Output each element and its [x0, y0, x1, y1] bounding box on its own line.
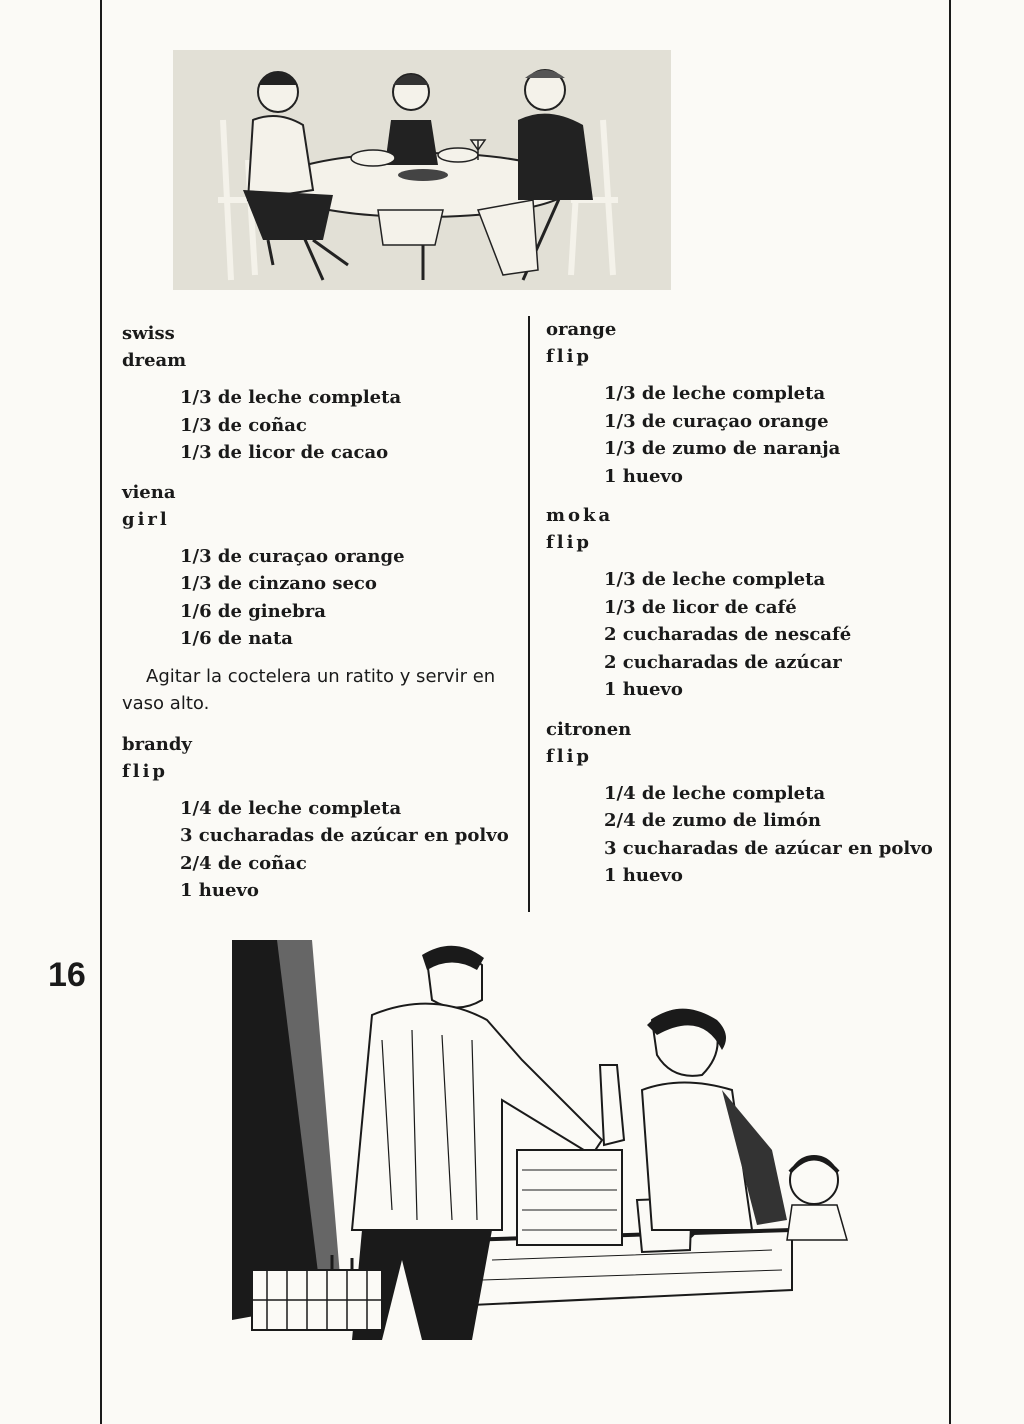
ingredient: 1/4 de leche completa: [180, 797, 402, 819]
recipe-column-left: [122, 320, 522, 905]
ingredient: 3 cucharadas de azúcar en polvo: [604, 837, 933, 859]
recipe-column-right: [546, 316, 946, 890]
ingredient: 1/3 de licor de café: [604, 596, 797, 618]
recipe-name: citronen: [546, 718, 632, 740]
ingredient: 1 huevo: [604, 865, 683, 886]
ingredient: 1 huevo: [180, 880, 259, 901]
recipe-name-line2: flip: [546, 532, 593, 553]
ingredient: 1/3 de zumo de naranja: [604, 438, 841, 459]
recipe-orange-flip: [546, 316, 946, 490]
ingredient: 1/3 de leche completa: [604, 383, 826, 404]
milk-delivery-illustration: [232, 940, 854, 1340]
ingredient-list: [180, 384, 522, 467]
recipe-name: moka: [546, 505, 614, 526]
recipe-name: orange: [546, 319, 617, 340]
ingredient: 1/4 de leche completa: [604, 782, 826, 804]
ingredient: 1 huevo: [604, 465, 683, 487]
recipe-citronen-flip: [546, 716, 946, 890]
recipe-name: viena: [122, 481, 176, 503]
recipe-name: swiss: [122, 323, 175, 344]
page-border-left: [100, 0, 102, 1424]
ingredient: 1/3 de curaçao orange: [604, 410, 829, 432]
ingredient-list: [604, 380, 946, 490]
recipe-name-line2: flip: [122, 760, 169, 782]
ingredient: 1/3 de cinzano seco: [180, 573, 377, 594]
ingredient: 1 huevo: [604, 679, 683, 700]
ingredient: 1/6 de nata: [180, 628, 293, 649]
family-dinner-illustration: [173, 50, 671, 290]
ingredient: 2 cucharadas de nescafé: [604, 624, 852, 645]
recipe-viena-girl: [122, 479, 522, 717]
ingredient: 1/3 de coñac: [180, 414, 307, 436]
preparation-note: Agitar la coctelera un ratito y servir en vaso alto.: [122, 665, 496, 714]
ingredient: 1/3 de leche completa: [180, 387, 402, 408]
page-border-right: [949, 0, 951, 1424]
ingredient: 3 cucharadas de azúcar en polvo: [180, 825, 509, 846]
recipe-swiss-dream: [122, 320, 522, 467]
recipe-name-line2: flip: [546, 745, 593, 767]
ingredient: 1/6 de ginebra: [180, 600, 326, 622]
column-divider: [528, 316, 530, 912]
ingredient-list: [180, 795, 522, 905]
ingredient: 2 cucharadas de azúcar: [604, 651, 842, 673]
ingredient: 1/3 de curaçao orange: [180, 545, 405, 567]
recipe-name-line2: girl: [122, 508, 170, 530]
ingredient-list: [604, 566, 946, 704]
page-number: 16: [48, 956, 86, 994]
ingredient-list: [604, 780, 946, 890]
recipe-brandy-flip: [122, 731, 522, 905]
ingredient: 1/3 de leche completa: [604, 569, 826, 590]
ingredient-list: [180, 543, 522, 653]
recipe-name: brandy: [122, 733, 192, 755]
recipe-moka-flip: [546, 502, 946, 704]
recipe-name-line2: dream: [122, 350, 187, 371]
ingredient: 1/3 de licor de cacao: [180, 442, 389, 463]
ingredient: 2/4 de coñac: [180, 852, 307, 874]
recipe-name-line2: flip: [546, 346, 593, 367]
ingredient: 2/4 de zumo de limón: [604, 810, 821, 831]
